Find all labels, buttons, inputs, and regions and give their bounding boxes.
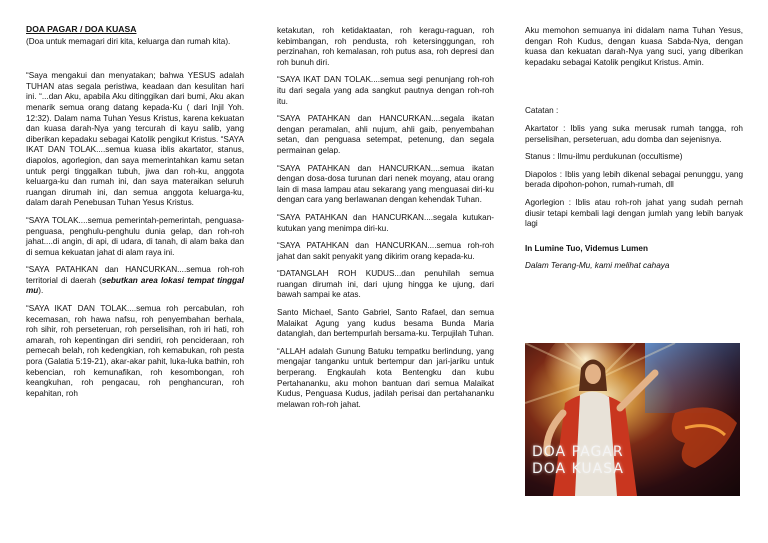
column-2 (277, 26, 494, 417)
note-item: Diapolos : Iblis yang lebih dikenal sebagai penunggu, yang berada dipohon-pohon, rumah-rumah, dll (525, 169, 743, 190)
paragraph-text: “SAYA PATAHKAN dan HANCURKAN....semua roh-roh territorial di daerah ( (26, 265, 244, 285)
paragraph: “SAYA IKAT DAN TOLAK....semua segi penunjang roh-roh itu dari segala yang ada sangkut pautnya dengan roh-roh itu. (277, 75, 494, 106)
note-item: Stanus : Ilmu-ilmu perdukunan (occultisme) (525, 152, 683, 162)
paragraph: “SAYA PATAHKAN dan HANCURKAN....segala ikatan dengan peramalan, ahli nujum, ahli gaib, penyembahan setan, dan penguasa setempat, petenung, dan segala permainan gelap. (277, 114, 494, 155)
paragraph: “Saya mengakui dan menyatakan; bahwa YESUS adalah TUHAN atas segala peristiwa, keadaan dan kesulitan hari ini. “...dan Aku, apabila Aku ditinggikan dari bumi, Aku akan menarik semua orang datang kepada-Ku ( dari Injil Yoh. 12:32). Dalam nama Tuhan Yesus Kristus, karena kekuatan dan kuasa darah-Nya yang tercurah di kayu salib, yang diberikan kepadaku sebagai Katolik pengikut Kristus. “SAYA IKAT DAN TOLAK....semua kuasa iblis akartator, stanus, diapolos, agorlegion, dan saya memerintahkan kamu setan untuk pergi tinggalkan tubuh, jiwa dan roh-ku, anggota keluarga-ku dan rumah ini, dan saya materaikan seluruh ruangan dirumah ini, dan semua anggota keluarga-ku, dalam darah Penebusan Tuhan Yesus Kristus. (26, 71, 244, 208)
paragraph: “SAYA PATAHKAN dan HANCURKAN....segala kutukan-kutukan yang menimpa diri-ku. (277, 212, 494, 233)
prayer-title: DOA PAGAR / DOA KUASA (26, 24, 137, 34)
paragraph: “SAYA TOLAK....semua pemerintah-pemerintah, penguasa-penguasa, penghulu-penghulu dunia gelap, dan roh-roh jahat....di angin, di api, di udara, di tanah, di alam baka dan di semua kekuatan jahat di alam raya ini. (26, 215, 244, 257)
paragraph: Aku memohon semuanya ini didalam nama Tuhan Yesus, dengan Roh Kudus, dengan kuasa Sabda-Nya, dengan kuasa dan kekuatan darah-Nya yang suci, yang diberikan kepadaku sebagai Katolik pengikut Kristus. Amin. (525, 26, 743, 67)
paragraph: “SAYA PATAHKAN dan HANCURKAN....semua roh-roh jahat dan sakit penyakit yang dikirim orang kepada-ku. (277, 241, 494, 261)
prayer-subtitle: (Doa untuk memagari diri kita, keluarga dan rumah kita). (26, 36, 231, 46)
paragraph: “ALLAH adalah Gunung Batuku tempatku berlindung, yang mengajar tanganku untuk bertempur dan jari-jariku untuk berperang. Engkaulah kota Bentengku dan kubu Pertahananku, aku mohon bantuan dari semua Malaikat Kudus, Penguasa Kudus, jadilah perisai dan pertahananku melawan roh-roh jahat. (277, 346, 494, 409)
emphasis-text: sebutkan area lokasi tempat tinggal mu (26, 275, 245, 296)
paragraph: “SAYA PATAHKAN dan HANCURKAN....semua ikatan dengan dosa-dosa turunan dari nenek moyang, atau orang lain di masa lampau atau sekarang yang menguasai diri-ku dengan cara yang berlawanan dengan kehendak Tuhan. (277, 163, 494, 205)
paragraph: ketakutan, roh ketidaktaatan, roh keragu-raguan, roh kebimbangan, roh pendusta, roh ketersinggungan, roh perzinahan, roh kemalasan, roh putus asa, roh depresi dan roh bunuh diri. (277, 26, 494, 67)
cover-picture (525, 343, 740, 496)
paragraph: “DATANGLAH ROH KUDUS...dan penuhilah semua ruangan dirumah ini, dari ujung hingga ke ujung, dari bawah sampai ke atas. (277, 269, 494, 300)
paragraph-end: ). (38, 286, 44, 296)
note-item: Agorlegion : Iblis atau roh-roh jahat yang sudah pernah diusir tetapi kembali lagi dengan jumlah yang lebih banyak lagi (525, 197, 743, 229)
column-1 (26, 24, 244, 406)
column-3 (525, 26, 743, 279)
note-item: Akartator : Iblis yang suka merusak rumah tangga, roh perselisihan, perseteruan, adu domba dan sejenisnya. (525, 123, 743, 144)
paragraph (26, 265, 244, 297)
picture-title-line-2: DOA KUASA (532, 461, 624, 477)
motto: In Lumine Tuo, Videmus Lumen (525, 243, 648, 253)
picture-title-line-1: DOA PAGAR (532, 444, 624, 460)
motto-translation: Dalam Terang-Mu, kami melihat cahaya (525, 261, 670, 271)
face (585, 364, 601, 384)
paragraph: “SAYA IKAT DAN TOLAK....semua roh percabulan, roh kecemasan, roh hawa nafsu, roh penyembahan berhala, roh sihir, roh perseteruan, roh perselisihan, roh iri hati, roh amarah, roh kepentingan diri sendiri, roh pencideraan, roh pemecah belah, roh kedengkian, roh kemabukan, roh pesta pora (Galatia 5:19-21), akar-akar pahit, luka-luka bathin, roh kebencian, roh kemunafikan, roh kesombongan, roh keangkuhan, roh pengacau, roh penghancuran, roh kepahitan, roh (26, 304, 244, 398)
notes-heading: Catatan : (525, 106, 559, 116)
paragraph: Santo Michael, Santo Gabriel, Santo Rafael, dan semua Malaikat Agung yang kudus besama Bunda Maria datanglah, dan bertempurlah bersama-ku. Terpujilah Tuhan. (277, 308, 494, 339)
